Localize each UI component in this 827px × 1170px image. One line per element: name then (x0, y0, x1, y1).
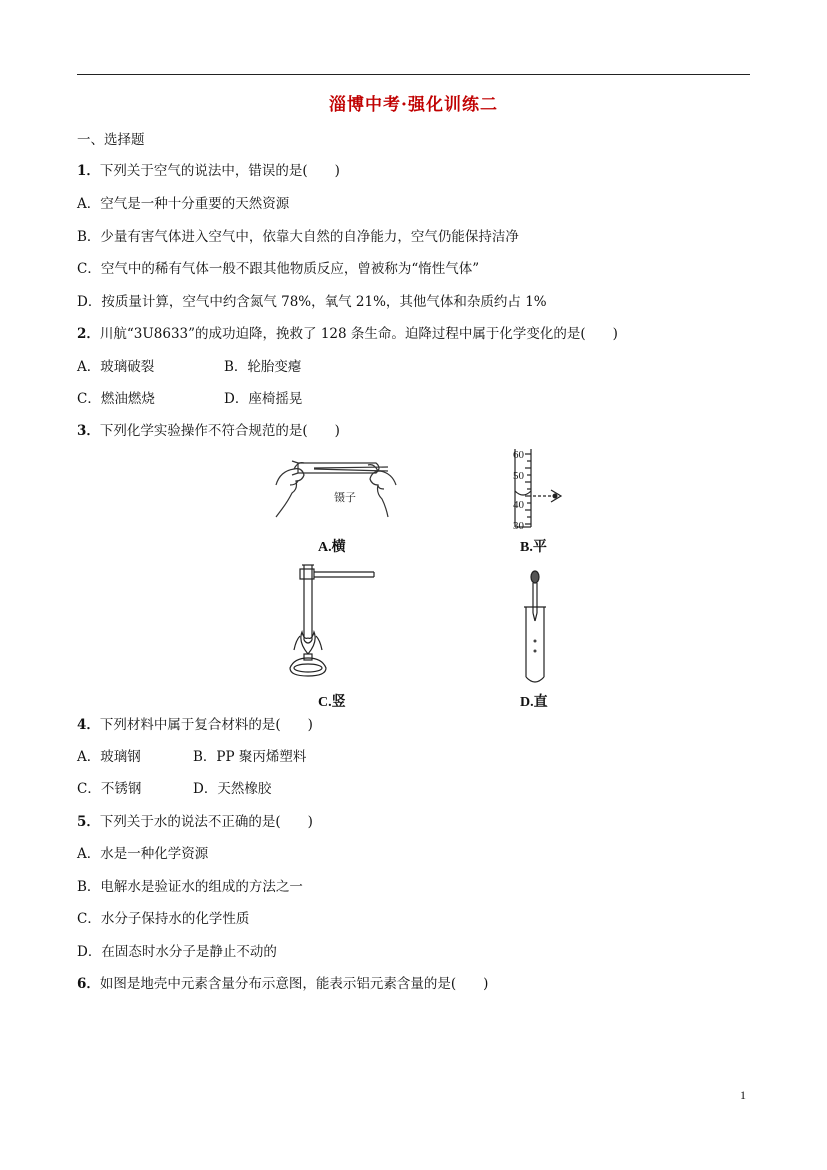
figure-c-caption: C.竖 (318, 695, 346, 710)
q1-option-d: D．按质量计算，空气中约含氮气 78%，氧气 21%，其他气体和杂质约占 1% (77, 294, 547, 310)
q2-option-c: C．燃油燃烧 (77, 391, 155, 407)
question-number: 1． (77, 163, 100, 179)
q1-option-c: C．空气中的稀有气体一般不跟其他物质反应，曾被称为“惰性气体” (77, 261, 480, 277)
q4-option-c: C．不锈钢 (77, 781, 142, 797)
question-5 (77, 813, 313, 831)
figure-a-test-tube-horizontal (268, 455, 403, 525)
page-title: 淄博中考·强化训练二 (329, 95, 498, 115)
q2-option-d: D．座椅摇晃 (224, 391, 303, 407)
figure-d-caption: D.直 (520, 695, 548, 710)
question-stem: 下列化学实验操作不符合规范的是( ) (99, 423, 340, 439)
figure-c-heating-vertical-tube (280, 562, 380, 687)
q5-option-b: B．电解水是验证水的组成的方法之一 (77, 879, 303, 895)
q4-option-d: D．天然橡胶 (193, 781, 272, 797)
figure-b-caption: B.平 (520, 540, 547, 555)
q1-option-b: B．少量有害气体进入空气中，依靠大自然的自净能力，空气仍能保持洁净 (77, 229, 519, 245)
question-stem: 如图是地壳中元素含量分布示意图，能表示铝元素含量的是( ) (99, 976, 489, 992)
question-4 (77, 716, 313, 734)
tick-label: 30 (513, 520, 524, 532)
question-number: 4． (77, 717, 100, 733)
figure-b-graduated-cylinder (495, 447, 570, 532)
header-rule (77, 74, 750, 75)
question-stem: 下列关于水的说法不正确的是( ) (99, 814, 313, 830)
question-number: 3． (77, 423, 100, 439)
q4-option-a: A．玻璃钢 (77, 749, 141, 765)
q5-option-c: C．水分子保持水的化学性质 (77, 911, 250, 927)
question-2 (77, 325, 618, 343)
page-number: 1 (740, 1088, 746, 1102)
q5-option-d: D．在固态时水分子是静止不动的 (77, 944, 277, 960)
tick-label: 60 (513, 449, 524, 461)
tweezers-label: 镊子 (334, 491, 356, 504)
question-3 (77, 422, 340, 440)
question-number: 5． (77, 814, 100, 830)
q2-option-a: A．玻璃破裂 (77, 359, 155, 375)
q1-option-a: A．空气是一种十分重要的天然资源 (77, 196, 290, 212)
question-stem: 下列材料中属于复合材料的是( ) (99, 717, 313, 733)
q5-option-a: A．水是一种化学资源 (77, 846, 209, 862)
question-1 (77, 162, 340, 180)
q2-option-b: B．轮胎变瘪 (224, 359, 302, 375)
question-stem: 川航“3U8633”的成功迫降，挽救了 128 条生命。迫降过程中属于化学变化的是( ) (99, 326, 618, 342)
q4-option-b: B．PP 聚丙烯塑料 (193, 749, 307, 765)
figure-d-dropper-vertical (518, 567, 558, 687)
question-number: 6． (77, 976, 100, 992)
question-6 (77, 975, 488, 993)
question-stem: 下列关于空气的说法中，错误的是( ) (99, 163, 340, 179)
tick-label: 40 (513, 499, 524, 511)
question-number: 2． (77, 326, 100, 342)
tick-label: 50 (513, 470, 524, 482)
section-heading: 一、选择题 (77, 132, 145, 148)
figure-a-caption: A.横 (318, 540, 346, 555)
